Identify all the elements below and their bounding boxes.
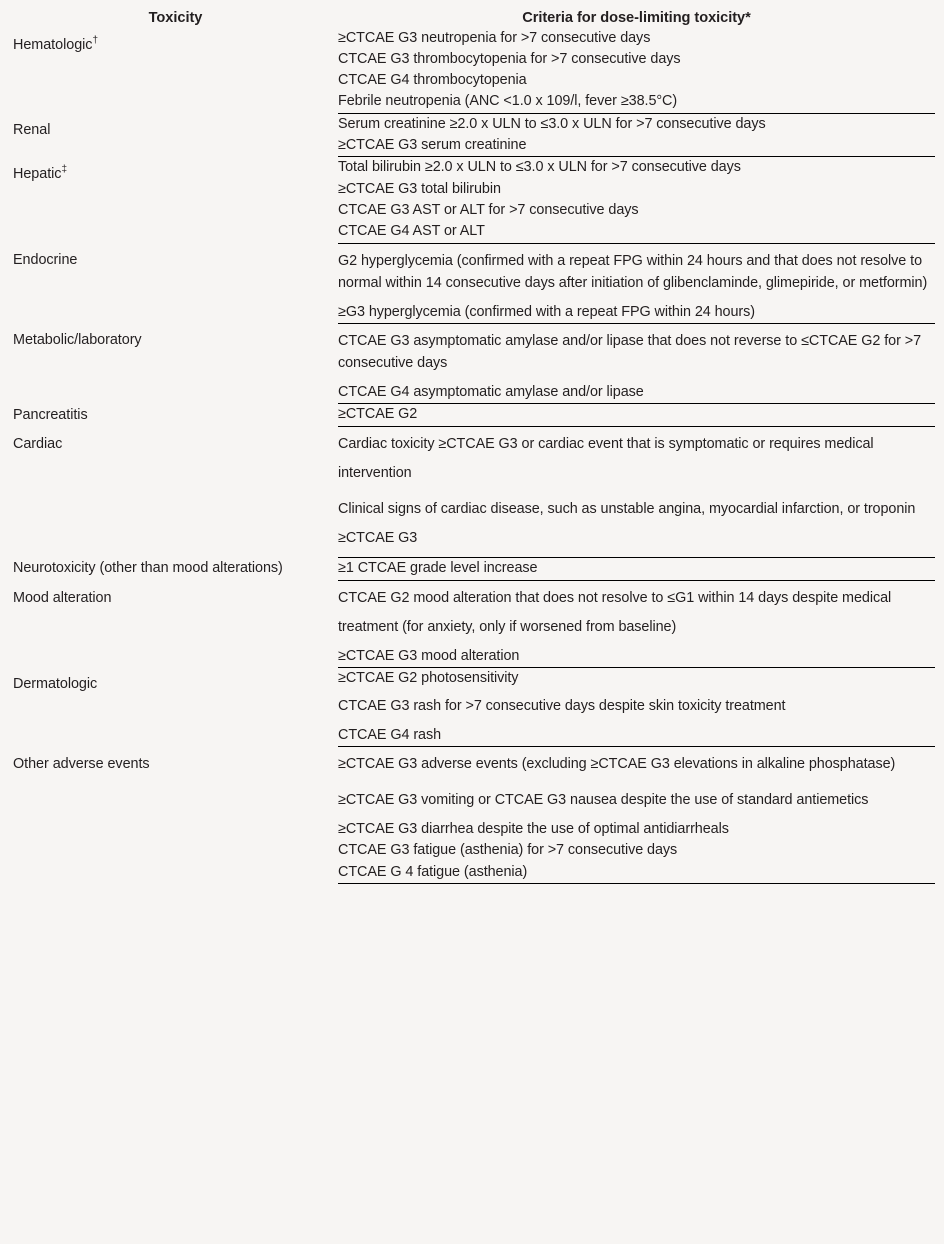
criteria-cell: ≥CTCAE G3 mood alteration (338, 646, 935, 668)
criteria-cell: CTCAE G4 rash (338, 725, 935, 747)
toxicity-category-cell: Hepatic‡ (13, 157, 338, 243)
toxicity-category-cell: Neurotoxicity (other than mood alterations) (13, 557, 338, 580)
criteria-cell: ≥G3 hyperglycemia (confirmed with a repeat FPG within 24 hours) (338, 302, 935, 324)
criteria-cell: CTCAE G4 asymptomatic amylase and/or lipase (338, 382, 935, 404)
toxicity-category-cell: Hematologic† (13, 28, 338, 114)
table-header-row (13, 10, 935, 28)
table-row (13, 557, 935, 580)
table-row (13, 28, 935, 49)
criteria-cell: Cardiac toxicity ≥CTCAE G3 or cardiac event that is symptomatic or requires medical intervention (338, 427, 935, 492)
criteria-cell: ≥CTCAE G2 (338, 404, 935, 427)
table-row (13, 667, 935, 689)
toxicity-category-cell: Pancreatitis (13, 404, 338, 427)
table-row (13, 747, 935, 783)
table-row (13, 323, 935, 381)
criteria-cell: CTCAE G3 rash for >7 consecutive days despite skin toxicity treatment (338, 689, 935, 725)
table-body (13, 28, 935, 884)
table-row (13, 157, 935, 179)
criteria-cell: ≥CTCAE G3 total bilirubin (338, 179, 935, 200)
criteria-cell: ≥CTCAE G3 adverse events (excluding ≥CTCAE G3 elevations in alkaline phosphatase) (338, 747, 935, 783)
footnote-marker: † (92, 34, 98, 46)
toxicity-category-cell: Metabolic/laboratory (13, 323, 338, 403)
table-row (13, 404, 935, 427)
toxicity-category-cell: Renal (13, 113, 338, 157)
criteria-cell: CTCAE G2 mood alteration that does not resolve to ≤G1 within 14 days despite medical treatment (for anxiety, only if worsened from baseline) (338, 581, 935, 646)
criteria-cell: G2 hyperglycemia (confirmed with a repeat FPG within 24 hours and that does not resolve to normal within 14 consecutive days after initiation of glibenclaminde, glimepiride, or metformin) (338, 243, 935, 301)
column-header-criteria: Criteria for dose-limiting toxicity* (338, 10, 935, 28)
dose-limiting-toxicity-table (13, 10, 935, 884)
criteria-cell: Febrile neutropenia (ANC <1.0 x 109/l, fever ≥38.5°C) (338, 91, 935, 113)
table-row (13, 581, 935, 646)
footnote-marker: ‡ (61, 164, 67, 176)
criteria-cell: Serum creatinine ≥2.0 x ULN to ≤3.0 x ULN for >7 consecutive days (338, 113, 935, 135)
criteria-cell: Total bilirubin ≥2.0 x ULN to ≤3.0 x ULN for >7 consecutive days (338, 157, 935, 179)
criteria-cell: CTCAE G3 thrombocytopenia for >7 consecutive days (338, 49, 935, 70)
criteria-cell: ≥CTCAE G3 neutropenia for >7 consecutive days (338, 28, 935, 49)
toxicity-category-cell: Mood alteration (13, 581, 338, 668)
criteria-cell: ≥CTCAE G3 serum creatinine (338, 135, 935, 157)
criteria-cell: CTCAE G3 AST or ALT for >7 consecutive days (338, 200, 935, 221)
toxicity-category-cell: Dermatologic (13, 667, 338, 746)
toxicity-category-cell: Other adverse events (13, 747, 338, 884)
criteria-cell: CTCAE G3 fatigue (asthenia) for >7 consecutive days (338, 840, 935, 861)
criteria-cell: CTCAE G4 AST or ALT (338, 221, 935, 243)
criteria-cell: ≥CTCAE G2 photosensitivity (338, 667, 935, 689)
criteria-cell: Clinical signs of cardiac disease, such as unstable angina, myocardial infarction, or troponin ≥CTCAE G3 (338, 492, 935, 557)
table-row (13, 427, 935, 492)
criteria-cell: CTCAE G 4 fatigue (asthenia) (338, 862, 935, 884)
table-row (13, 113, 935, 135)
criteria-cell: ≥CTCAE G3 diarrhea despite the use of optimal antidiarrheals (338, 819, 935, 840)
toxicity-category-cell: Cardiac (13, 427, 338, 557)
table-header (13, 10, 935, 28)
criteria-cell: CTCAE G3 asymptomatic amylase and/or lipase that does not reverse to ≤CTCAE G2 for >7 consecutive days (338, 323, 935, 381)
criteria-cell: ≥1 CTCAE grade level increase (338, 557, 935, 580)
criteria-cell: ≥CTCAE G3 vomiting or CTCAE G3 nausea despite the use of standard antiemetics (338, 783, 935, 819)
column-header-toxicity: Toxicity (13, 10, 338, 28)
toxicity-category-cell: Endocrine (13, 243, 338, 323)
table-row (13, 243, 935, 301)
criteria-cell: CTCAE G4 thrombocytopenia (338, 70, 935, 91)
